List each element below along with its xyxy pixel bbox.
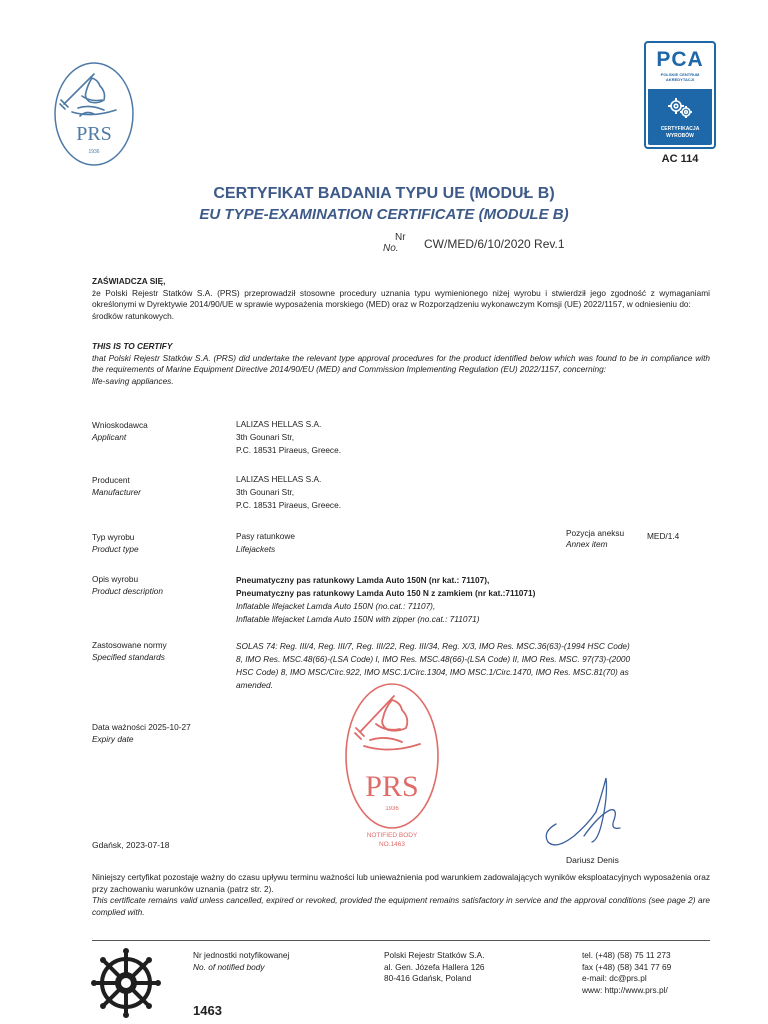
applicant-label: Wnioskodawca Applicant	[92, 420, 148, 442]
notified-body-label: Nr jednostki notyfikowanej No. of notified body	[193, 950, 290, 972]
validity-note	[92, 872, 710, 918]
manufacturer-line: 3th Gounari Str,	[236, 487, 295, 497]
contact-website[interactable]: www: http://www.prs.pl/	[582, 984, 668, 995]
svg-text:1936: 1936	[88, 149, 100, 155]
svg-text:1936: 1936	[385, 806, 399, 812]
svg-text:NOTIFIED BODY: NOTIFIED BODY	[366, 832, 418, 839]
address-line: al. Gen. Józefa Hallera 126	[384, 961, 485, 972]
intro-pl-subject: środków ratunkowych.	[92, 310, 175, 321]
validity-note-pl: Niniejszy certyfikat pozostaje ważny do czasu upływu terminu ważności lub unieważnienia pod warunkiem zadowalających wyników eksploatacyjnych wyposażenia oraz przy zachowaniu warunków uznania (patrz str. 2).	[92, 872, 710, 894]
signature-scribble	[536, 772, 646, 852]
description-line-en: Inflatable lifejacket Lamda Auto 150N (no.cat.: 71107),	[236, 601, 436, 611]
place-and-date: Gdańsk, 2023-07-18	[92, 840, 170, 850]
number-label	[383, 232, 406, 254]
certificate-number: CW/MED/6/10/2020 Rev.1	[424, 237, 565, 251]
pca-line1: POLSKIE CENTRUM	[660, 72, 700, 77]
standards-value	[236, 640, 714, 692]
address-line: 80-416 Gdańsk, Poland	[384, 973, 472, 983]
intro-pl-heading: ZAŚWIADCZA SIĘ,	[92, 276, 166, 286]
description-line-pl: Pneumatyczny pas ratunkowy Lamda Auto 150 N z zamkiem (nr kat.:711071)	[236, 588, 536, 598]
notified-body-stamp	[340, 680, 444, 852]
applicant-value	[236, 418, 714, 457]
svg-text:PRS: PRS	[365, 770, 419, 803]
pca-bottom-line1: CERTYFIKACJA	[660, 126, 700, 132]
pca-certification-band	[648, 89, 712, 145]
notified-body-number: 1463	[193, 1003, 222, 1018]
annex-item-value: MED/1.4	[647, 531, 680, 541]
postal-address	[384, 950, 485, 985]
intro-en-heading: THIS IS TO CERTIFY	[92, 341, 173, 351]
manufacturer-label: Producent Manufacturer	[92, 475, 141, 497]
product-description-value	[236, 574, 714, 626]
description-line-en: Inflatable lifejacket Lamda Auto 150N with zipper (no.cat.: 711071)	[236, 614, 480, 624]
product-type-en: Lifejackets	[236, 544, 276, 554]
pca-bottom-line2: WYROBÓW	[666, 133, 694, 139]
intro-polish	[92, 276, 710, 322]
standards-line: HSC Code) 8, IMO MSC/Circ.922, IMO MSC.1/Circ.1304, IMO MSC.1/Circ.1470, IMO Res. MSC.81(70) as	[236, 667, 629, 677]
expiry-date: Data ważności 2025-10-27 Expiry date	[92, 722, 191, 744]
manufacturer-line: P.C. 18531 Piraeus, Greece.	[236, 500, 342, 510]
ship-wheel-logo	[90, 947, 162, 1019]
annex-item-label: Pozycja aneksu Annex item	[566, 528, 625, 549]
standards-line: 8, IMO Res. MSC.48(66)-(LSA Code) I, IMO Res. MSC.48(66)-(LSA Code) II, IMO Res. MSC. 97(73)-(2000	[236, 654, 631, 664]
manufacturer-line: LALIZAS HELLAS S.A.	[236, 474, 322, 484]
product-type-value	[236, 530, 714, 556]
svg-text:NO.1463: NO.1463	[378, 841, 406, 848]
intro-en-text: that Polski Rejestr Statków S.A. (PRS) did undertake the relevant type approval procedures for the product identified below which was found to be in compliance with the requirements of Marine Equipment Directive 2014/90/EU (MED) and Commission Implementing Regulation (EU) 2022/1157, concerning:	[92, 352, 710, 374]
accreditation-code: AC 114	[661, 153, 699, 165]
pca-line2: AKREDYTACJI	[665, 77, 695, 82]
product-type-pl: Pasy ratunkowe	[236, 531, 296, 541]
manufacturer-value	[236, 473, 714, 512]
title-english: EU TYPE-EXAMINATION CERTIFICATE (MODULE B)	[199, 206, 569, 223]
nr-label-en: No.	[383, 243, 399, 254]
standards-line: SOLAS 74: Reg. III/4, Reg. III/7, Reg. III/22, Reg. III/34, Reg. X/3, IMO Res. MSC.36(63)-(1994 HSC Code)	[236, 641, 630, 651]
nr-label-pl: Nr	[395, 232, 406, 243]
intro-pl-text: że Polski Rejestr Statków S.A. (PRS) przeprowadził stosowne procedury uznania typu wymienionego niżej wyrobu i stwierdził jego zgodność z wymaganiami określonymi w Dyrektywie 2014/90/UE w sprawie wyposażenia morskiego (MED) oraz w Rozporządzeniu wykonawczym Komsji (UE) 2022/1157, w odniesieniu do:	[92, 287, 710, 309]
contact-fax: fax (+48) (58) 341 77 69	[582, 961, 672, 972]
applicant-line: P.C. 18531 Piraeus, Greece.	[236, 445, 342, 455]
standards-line: amended.	[236, 680, 273, 690]
signer-name: Dariusz Denis	[566, 855, 619, 865]
intro-english	[92, 341, 710, 387]
applicant-line: 3th Gounari Str,	[236, 432, 295, 442]
intro-en-subject: life-saving appliances.	[92, 375, 174, 386]
contact-details	[582, 950, 671, 996]
contact-email[interactable]: e-mail: dc@prs.pl	[582, 973, 647, 983]
prs-logo	[52, 60, 136, 168]
standards-label: Zastosowane normy Specified standards	[92, 640, 167, 662]
product-type-label: Typ wyrobu Product type	[92, 532, 139, 554]
address-line: Polski Rejestr Statków S.A.	[384, 950, 485, 960]
contact-phone: tel. (+48) (58) 75 11 273	[582, 950, 671, 960]
applicant-line: LALIZAS HELLAS S.A.	[236, 419, 322, 429]
pca-wordmark: PCA	[656, 48, 704, 71]
title-polish: CERTYFIKAT BADANIA TYPU UE (MODUŁ B)	[213, 185, 555, 202]
validity-note-en: This certificate remains valid unless cancelled, expired or revoked, provided the equipment remains satisfactory in service and the approval conditions (see page 2) are complied with.	[92, 895, 710, 917]
svg-text:PRS: PRS	[76, 123, 112, 145]
description-line-pl: Pneumatyczny pas ratunkowy Lamda Auto 150N (nr kat.: 71107),	[236, 575, 490, 585]
product-description-label: Opis wyrobu Product description	[92, 574, 164, 596]
footer-divider	[92, 940, 710, 941]
gears-icon	[665, 95, 695, 121]
pca-logo	[644, 41, 716, 149]
